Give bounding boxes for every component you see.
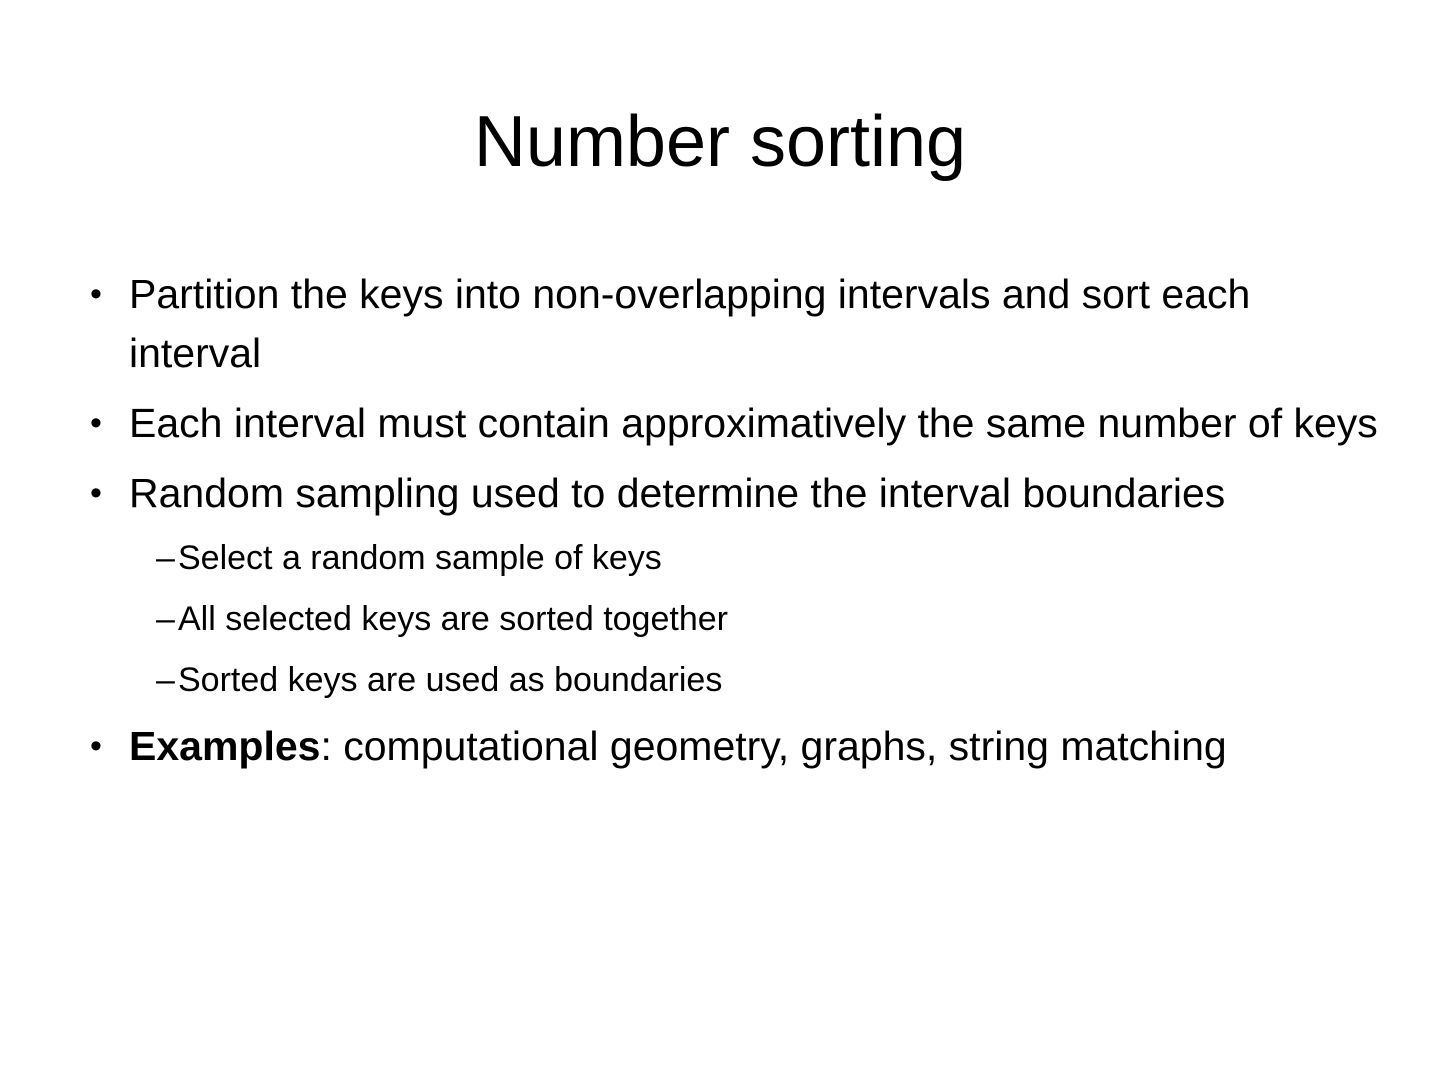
bullet-text: Each interval must contain approximatively the same number of keys: [129, 400, 1378, 446]
dash-icon: –: [156, 600, 175, 638]
bullet-item: [84, 394, 1384, 453]
bullet-dot-icon: •: [90, 275, 102, 313]
sub-bullet-list: [84, 534, 1384, 705]
bullet-dot-icon: •: [90, 727, 102, 765]
bullet-dot-icon: •: [90, 474, 102, 512]
sub-bullet-item: [84, 595, 1384, 644]
sub-bullet-text: All selected keys are sorted together: [178, 600, 728, 638]
sub-bullet-text: Sorted keys are used as boundaries: [178, 661, 723, 699]
bullet-item-examples: [84, 717, 1384, 776]
examples-label: Examples: [129, 723, 321, 769]
examples-text: : computational geometry, graphs, string matching: [320, 723, 1227, 769]
sub-bullet-item: [84, 534, 1384, 583]
dash-icon: –: [156, 539, 175, 577]
slide-body: [84, 265, 1384, 787]
bullet-text: Partition the keys into non-overlapping intervals and sort each interval: [129, 271, 1251, 376]
bullet-item: [84, 464, 1384, 523]
dash-icon: –: [156, 661, 175, 699]
bullet-text: Random sampling used to determine the interval boundaries: [129, 470, 1226, 516]
bullet-dot-icon: •: [90, 404, 102, 442]
sub-bullet-item: [84, 656, 1384, 705]
bullet-item: [84, 265, 1384, 383]
slide-title: Number sorting: [473, 102, 967, 182]
sub-bullet-text: Select a random sample of keys: [178, 539, 662, 577]
